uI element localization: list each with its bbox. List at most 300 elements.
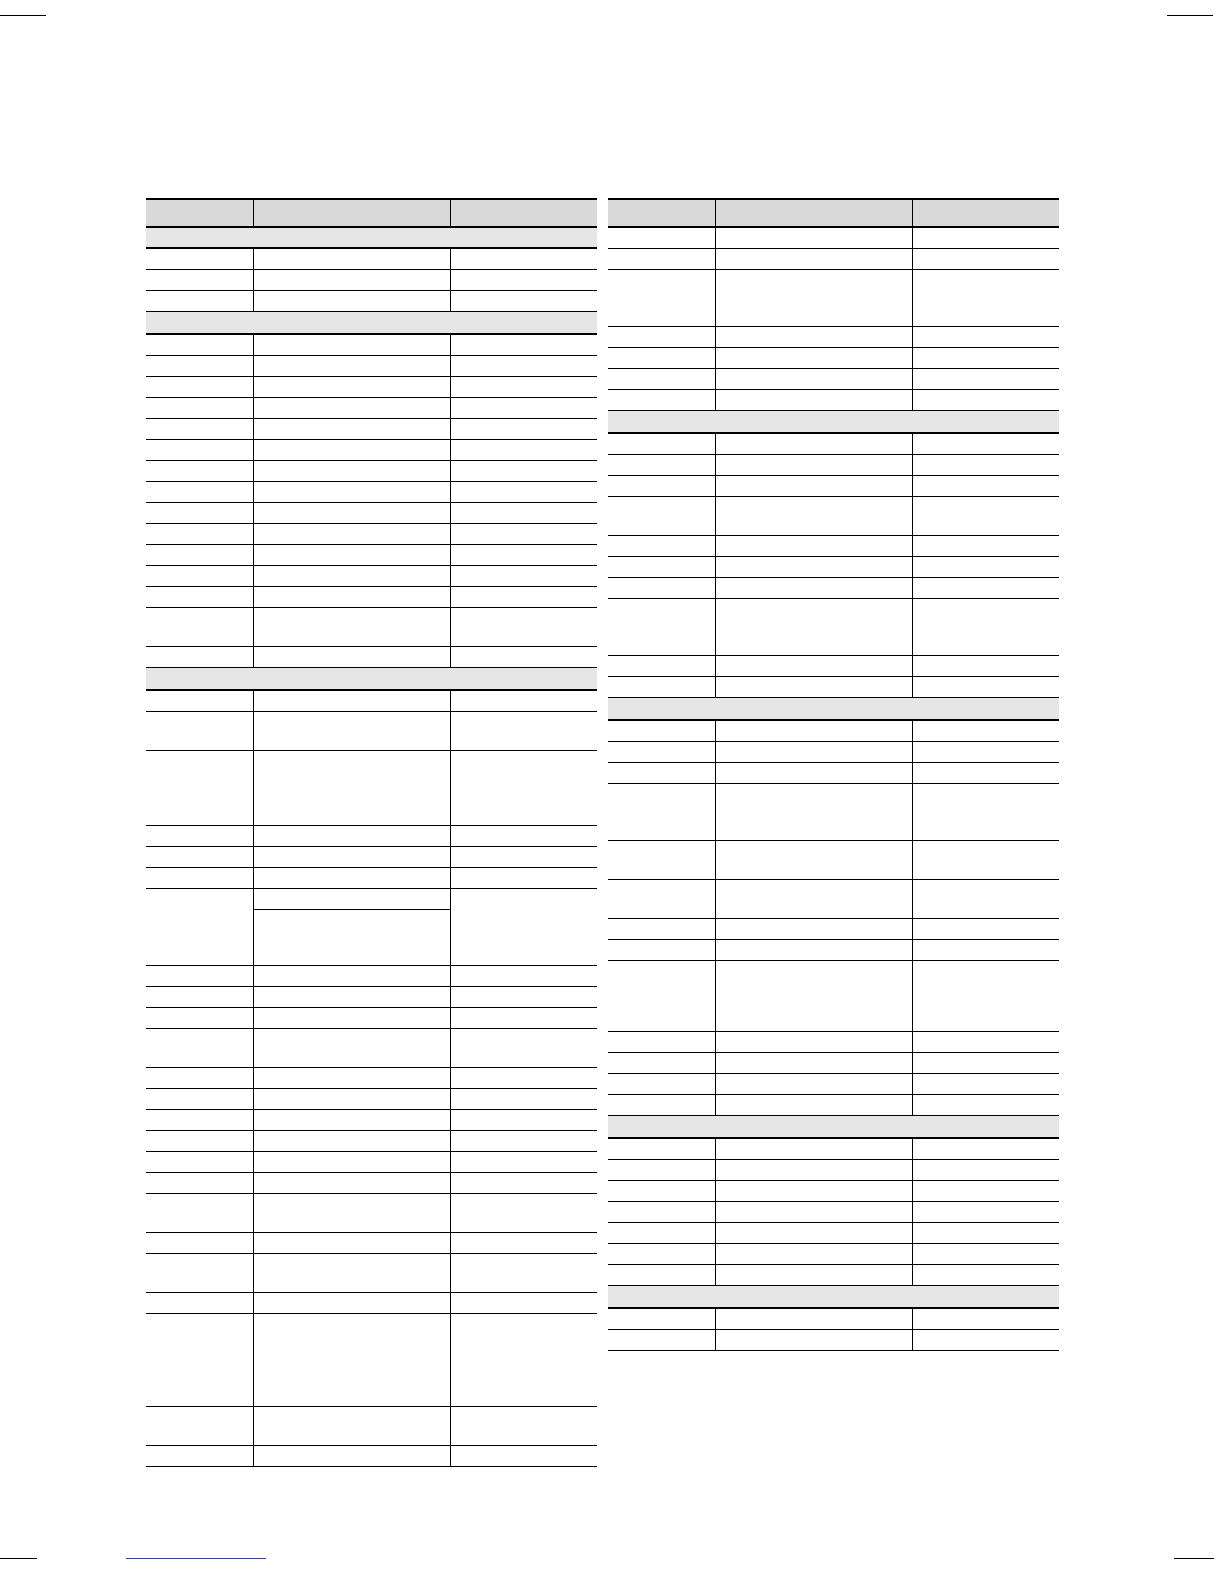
table-row	[146, 1089, 597, 1110]
crop-mark-bottom-right	[1174, 1558, 1214, 1559]
table-cell	[912, 433, 1059, 455]
table-cell	[146, 356, 253, 377]
table-cell	[608, 599, 715, 656]
table-row	[146, 398, 597, 419]
table-cell	[912, 1032, 1059, 1053]
table-cell	[253, 847, 450, 868]
table-cell	[450, 440, 597, 461]
table-cell	[450, 1314, 597, 1407]
table-cell	[912, 476, 1059, 497]
table-cell	[608, 536, 715, 557]
table-cell	[253, 545, 450, 566]
table-cell	[253, 482, 450, 503]
table-cell	[253, 334, 450, 356]
table-cell	[146, 868, 253, 889]
table-cell	[912, 1244, 1059, 1265]
table-cell	[253, 608, 450, 647]
table-cell	[146, 1446, 253, 1467]
table-cell	[912, 677, 1059, 698]
table-row	[146, 419, 597, 440]
section-header-cell	[608, 1116, 1059, 1139]
table-cell	[146, 1008, 253, 1029]
table-cell	[253, 587, 450, 608]
table-cell	[146, 1089, 253, 1110]
table-row	[608, 880, 1059, 919]
table-cell	[608, 348, 715, 369]
table-cell	[253, 248, 450, 270]
table-row	[608, 249, 1059, 270]
table-cell	[715, 880, 912, 919]
table-row	[146, 356, 597, 377]
table-cell	[608, 1053, 715, 1074]
table-cell	[912, 720, 1059, 742]
table-cell	[715, 270, 912, 327]
table-row	[146, 1110, 597, 1131]
table-cell	[912, 656, 1059, 677]
table-row	[608, 1308, 1059, 1330]
table-cell	[253, 1254, 450, 1293]
table-cell	[715, 497, 912, 536]
table-cell	[146, 1029, 253, 1068]
table-cell	[450, 291, 597, 312]
table-row	[146, 1314, 597, 1407]
table-cell	[608, 720, 715, 742]
table-cell	[450, 1110, 597, 1131]
table-cell	[715, 784, 912, 841]
table-row	[608, 497, 1059, 536]
table-row	[608, 677, 1059, 698]
header-cell-3	[912, 199, 1059, 227]
table-cell	[715, 1138, 912, 1160]
table-cell	[450, 461, 597, 482]
table-row	[146, 751, 597, 826]
table-cell	[253, 524, 450, 545]
table-cell	[450, 1131, 597, 1152]
table-row	[608, 1244, 1059, 1265]
table-cell	[146, 419, 253, 440]
table-cell	[912, 961, 1059, 1032]
table-cell	[146, 1233, 253, 1254]
table-cell	[146, 1173, 253, 1194]
table-cell	[715, 742, 912, 763]
table-cell	[253, 647, 450, 668]
table-row	[608, 433, 1059, 455]
table-cell	[715, 1032, 912, 1053]
table-cell	[253, 1446, 450, 1467]
table-cell	[253, 503, 450, 524]
table-cell	[912, 390, 1059, 411]
table-cell	[912, 1202, 1059, 1223]
table-cell	[715, 433, 912, 455]
table-row	[608, 1160, 1059, 1181]
table-cell	[146, 847, 253, 868]
table-cell	[715, 599, 912, 656]
table-row	[608, 1330, 1059, 1351]
table-cell	[715, 919, 912, 940]
table-cell	[253, 1131, 450, 1152]
table-cell	[608, 578, 715, 599]
table-cell	[912, 1138, 1059, 1160]
section-header-row	[146, 668, 597, 691]
table-row	[146, 1029, 597, 1068]
table-cell	[146, 503, 253, 524]
table-cell	[912, 1160, 1059, 1181]
table-cell	[253, 566, 450, 587]
table-row	[146, 270, 597, 291]
table-cell	[715, 1160, 912, 1181]
section-header-row	[146, 227, 597, 248]
table-cell	[450, 868, 597, 889]
table-cell	[146, 826, 253, 847]
table-cell	[715, 1265, 912, 1286]
table-row	[146, 1233, 597, 1254]
section-header-cell	[608, 1286, 1059, 1309]
table-cell	[253, 1173, 450, 1194]
table-cell	[253, 377, 450, 398]
table-cell	[450, 826, 597, 847]
table-cell	[146, 751, 253, 826]
table-cell	[146, 966, 253, 987]
table-row	[608, 841, 1059, 880]
table-cell	[608, 1095, 715, 1116]
table-cell	[715, 249, 912, 270]
table-cell	[146, 587, 253, 608]
table-cell	[912, 1265, 1059, 1286]
table-row	[146, 987, 597, 1008]
table-cell	[253, 461, 450, 482]
table-row	[146, 712, 597, 751]
table-cell	[253, 712, 450, 751]
table-cell	[146, 1152, 253, 1173]
table-row	[608, 227, 1059, 249]
table-cell	[253, 291, 450, 312]
table-cell	[715, 348, 912, 369]
table-row	[146, 966, 597, 987]
table-cell	[715, 841, 912, 880]
table-cell	[608, 1308, 715, 1330]
section-header-cell	[146, 312, 597, 335]
table-cell	[450, 690, 597, 712]
table-cell	[253, 868, 450, 889]
table-row	[146, 889, 597, 966]
table-cell	[608, 476, 715, 497]
table-cell	[253, 1407, 450, 1446]
table-cell	[253, 1152, 450, 1173]
table-cell	[253, 270, 450, 291]
table-cell	[608, 1330, 715, 1351]
table-cell	[146, 524, 253, 545]
table-row	[608, 1074, 1059, 1095]
table-cell	[715, 327, 912, 348]
table-row	[146, 1152, 597, 1173]
table-cell	[608, 390, 715, 411]
table-cell	[146, 712, 253, 751]
table-cell	[608, 742, 715, 763]
table-row	[608, 656, 1059, 677]
table-row	[146, 482, 597, 503]
table-cell	[608, 880, 715, 919]
table-cell	[146, 545, 253, 566]
table-cell	[450, 1089, 597, 1110]
table-cell	[146, 608, 253, 647]
table-cell	[450, 503, 597, 524]
spec-table-left	[146, 198, 597, 1467]
table-row	[146, 1173, 597, 1194]
table-cell	[912, 249, 1059, 270]
table-row	[608, 1202, 1059, 1223]
header-cell-3	[450, 199, 597, 227]
table-cell	[253, 398, 450, 419]
table-row	[608, 557, 1059, 578]
section-header-cell	[146, 227, 597, 248]
table-cell	[450, 647, 597, 668]
table-cell	[146, 270, 253, 291]
table-cell	[608, 961, 715, 1032]
section-header-cell	[608, 411, 1059, 434]
table-row	[146, 1131, 597, 1152]
sub-cell	[254, 889, 450, 910]
footer-link-underline[interactable]	[126, 1558, 266, 1559]
table-cell	[450, 334, 597, 356]
table-cell	[912, 1053, 1059, 1074]
table-cell	[146, 334, 253, 356]
table-cell	[450, 545, 597, 566]
table-cell	[912, 536, 1059, 557]
table-row	[608, 476, 1059, 497]
table-row	[608, 720, 1059, 742]
crop-mark-bottom-left	[0, 1558, 37, 1559]
table-cell	[608, 327, 715, 348]
table-cell	[608, 919, 715, 940]
table-cell	[253, 1008, 450, 1029]
table-cell	[146, 482, 253, 503]
table-cell	[253, 419, 450, 440]
table-cell	[912, 327, 1059, 348]
table-cell	[912, 742, 1059, 763]
table-cell	[450, 1407, 597, 1446]
table-cell	[715, 476, 912, 497]
table-cell	[912, 1074, 1059, 1095]
table-row	[608, 369, 1059, 390]
table-row	[608, 455, 1059, 476]
table-cell	[912, 369, 1059, 390]
table-cell	[608, 249, 715, 270]
table-row	[146, 248, 597, 270]
table-row	[146, 847, 597, 868]
table-cell	[715, 578, 912, 599]
table-cell	[146, 1314, 253, 1407]
table-cell	[450, 356, 597, 377]
table-cell	[912, 1095, 1059, 1116]
table-cell	[253, 1194, 450, 1233]
table-header-row	[608, 199, 1059, 227]
table-cell	[146, 440, 253, 461]
table-cell	[912, 940, 1059, 961]
table-cell	[146, 377, 253, 398]
table-cell	[608, 940, 715, 961]
table-cell	[912, 578, 1059, 599]
table-cell	[912, 270, 1059, 327]
table-row	[146, 826, 597, 847]
table-cell	[608, 1160, 715, 1181]
table-row	[146, 690, 597, 712]
table-cell	[450, 524, 597, 545]
table-cell	[912, 497, 1059, 536]
table-cell	[608, 1244, 715, 1265]
table-cell	[715, 369, 912, 390]
table-cell	[146, 1131, 253, 1152]
table-row	[146, 647, 597, 668]
header-cell-1	[146, 199, 253, 227]
table-cell	[715, 1095, 912, 1116]
table-cell	[912, 227, 1059, 249]
table-row	[146, 587, 597, 608]
table-row	[146, 1008, 597, 1029]
table-cell	[146, 1194, 253, 1233]
table-cell	[608, 763, 715, 784]
table-row	[608, 763, 1059, 784]
section-header-cell	[608, 698, 1059, 721]
table-cell	[608, 433, 715, 455]
table-cell	[146, 1293, 253, 1314]
table-cell	[608, 656, 715, 677]
table-cell	[608, 369, 715, 390]
table-cell	[715, 1181, 912, 1202]
table-row	[608, 1181, 1059, 1202]
table-header-row	[146, 199, 597, 227]
table-cell	[146, 1068, 253, 1089]
crop-mark-top-right	[1167, 15, 1213, 16]
table-cell	[450, 377, 597, 398]
table-cell	[715, 1308, 912, 1330]
table-cell	[715, 1074, 912, 1095]
table-row	[608, 1138, 1059, 1160]
table-row	[608, 940, 1059, 961]
table-cell	[146, 889, 253, 966]
table-cell	[450, 270, 597, 291]
table-cell	[146, 1254, 253, 1293]
table-row	[146, 524, 597, 545]
table-cell	[450, 751, 597, 826]
table-row	[146, 545, 597, 566]
table-row	[608, 961, 1059, 1032]
table-cell	[450, 966, 597, 987]
table-row	[146, 608, 597, 647]
table-cell	[146, 566, 253, 587]
table-cell	[912, 599, 1059, 656]
table-row	[146, 1407, 597, 1446]
table-cell	[450, 1029, 597, 1068]
table-row	[146, 566, 597, 587]
table-row	[146, 1194, 597, 1233]
header-cell-2	[715, 199, 912, 227]
table-cell	[912, 784, 1059, 841]
table-cell	[715, 1053, 912, 1074]
table-row	[608, 536, 1059, 557]
table-cell	[912, 880, 1059, 919]
table-cell	[715, 557, 912, 578]
table-row	[608, 742, 1059, 763]
table-row	[146, 1446, 597, 1467]
table-body	[146, 227, 597, 1467]
table-cell	[146, 1110, 253, 1131]
table-cell	[450, 1008, 597, 1029]
table-cell	[253, 1233, 450, 1254]
table-cell	[450, 419, 597, 440]
table-cell	[715, 656, 912, 677]
table-cell	[253, 356, 450, 377]
table-cell	[912, 763, 1059, 784]
table-cell	[450, 1194, 597, 1233]
table-cell	[450, 1293, 597, 1314]
table-row	[146, 503, 597, 524]
section-header-row	[608, 1116, 1059, 1139]
table-cell	[253, 1293, 450, 1314]
table-cell	[450, 248, 597, 270]
table-cell	[450, 1173, 597, 1194]
table-cell-split	[253, 889, 450, 966]
table-cell	[912, 1330, 1059, 1351]
table-cell	[146, 248, 253, 270]
table-row	[608, 1265, 1059, 1286]
table-cell	[608, 1074, 715, 1095]
table-cell	[146, 1407, 253, 1446]
table-cell	[450, 587, 597, 608]
table-row	[608, 578, 1059, 599]
table-cell	[450, 398, 597, 419]
table-row	[146, 377, 597, 398]
table-row	[608, 1223, 1059, 1244]
table-cell	[608, 1265, 715, 1286]
table-cell	[912, 557, 1059, 578]
table-cell	[912, 1181, 1059, 1202]
table-cell	[450, 566, 597, 587]
table-cell	[146, 647, 253, 668]
table-cell	[450, 608, 597, 647]
section-header-row	[608, 1286, 1059, 1309]
table-cell	[450, 987, 597, 1008]
table-cell	[608, 557, 715, 578]
table-row	[608, 270, 1059, 327]
table-cell	[450, 1254, 597, 1293]
table-row	[146, 440, 597, 461]
table-cell	[608, 1202, 715, 1223]
table-row	[608, 348, 1059, 369]
table-cell	[912, 1308, 1059, 1330]
table-cell	[715, 455, 912, 476]
table-cell	[608, 1223, 715, 1244]
table-cell	[450, 1152, 597, 1173]
table-cell	[450, 889, 597, 966]
table-cell	[608, 677, 715, 698]
table-row	[146, 868, 597, 889]
table-cell	[715, 1330, 912, 1351]
table-cell	[450, 712, 597, 751]
table-cell	[146, 461, 253, 482]
table-row	[608, 599, 1059, 656]
table-cell	[253, 1110, 450, 1131]
section-header-row	[608, 411, 1059, 434]
table-cell	[912, 1223, 1059, 1244]
table-cell	[715, 720, 912, 742]
table-row	[146, 1254, 597, 1293]
table-cell	[253, 1314, 450, 1407]
table-cell	[912, 348, 1059, 369]
table-row	[146, 1068, 597, 1089]
table-row	[146, 1293, 597, 1314]
table-cell	[450, 847, 597, 868]
table-cell	[253, 966, 450, 987]
